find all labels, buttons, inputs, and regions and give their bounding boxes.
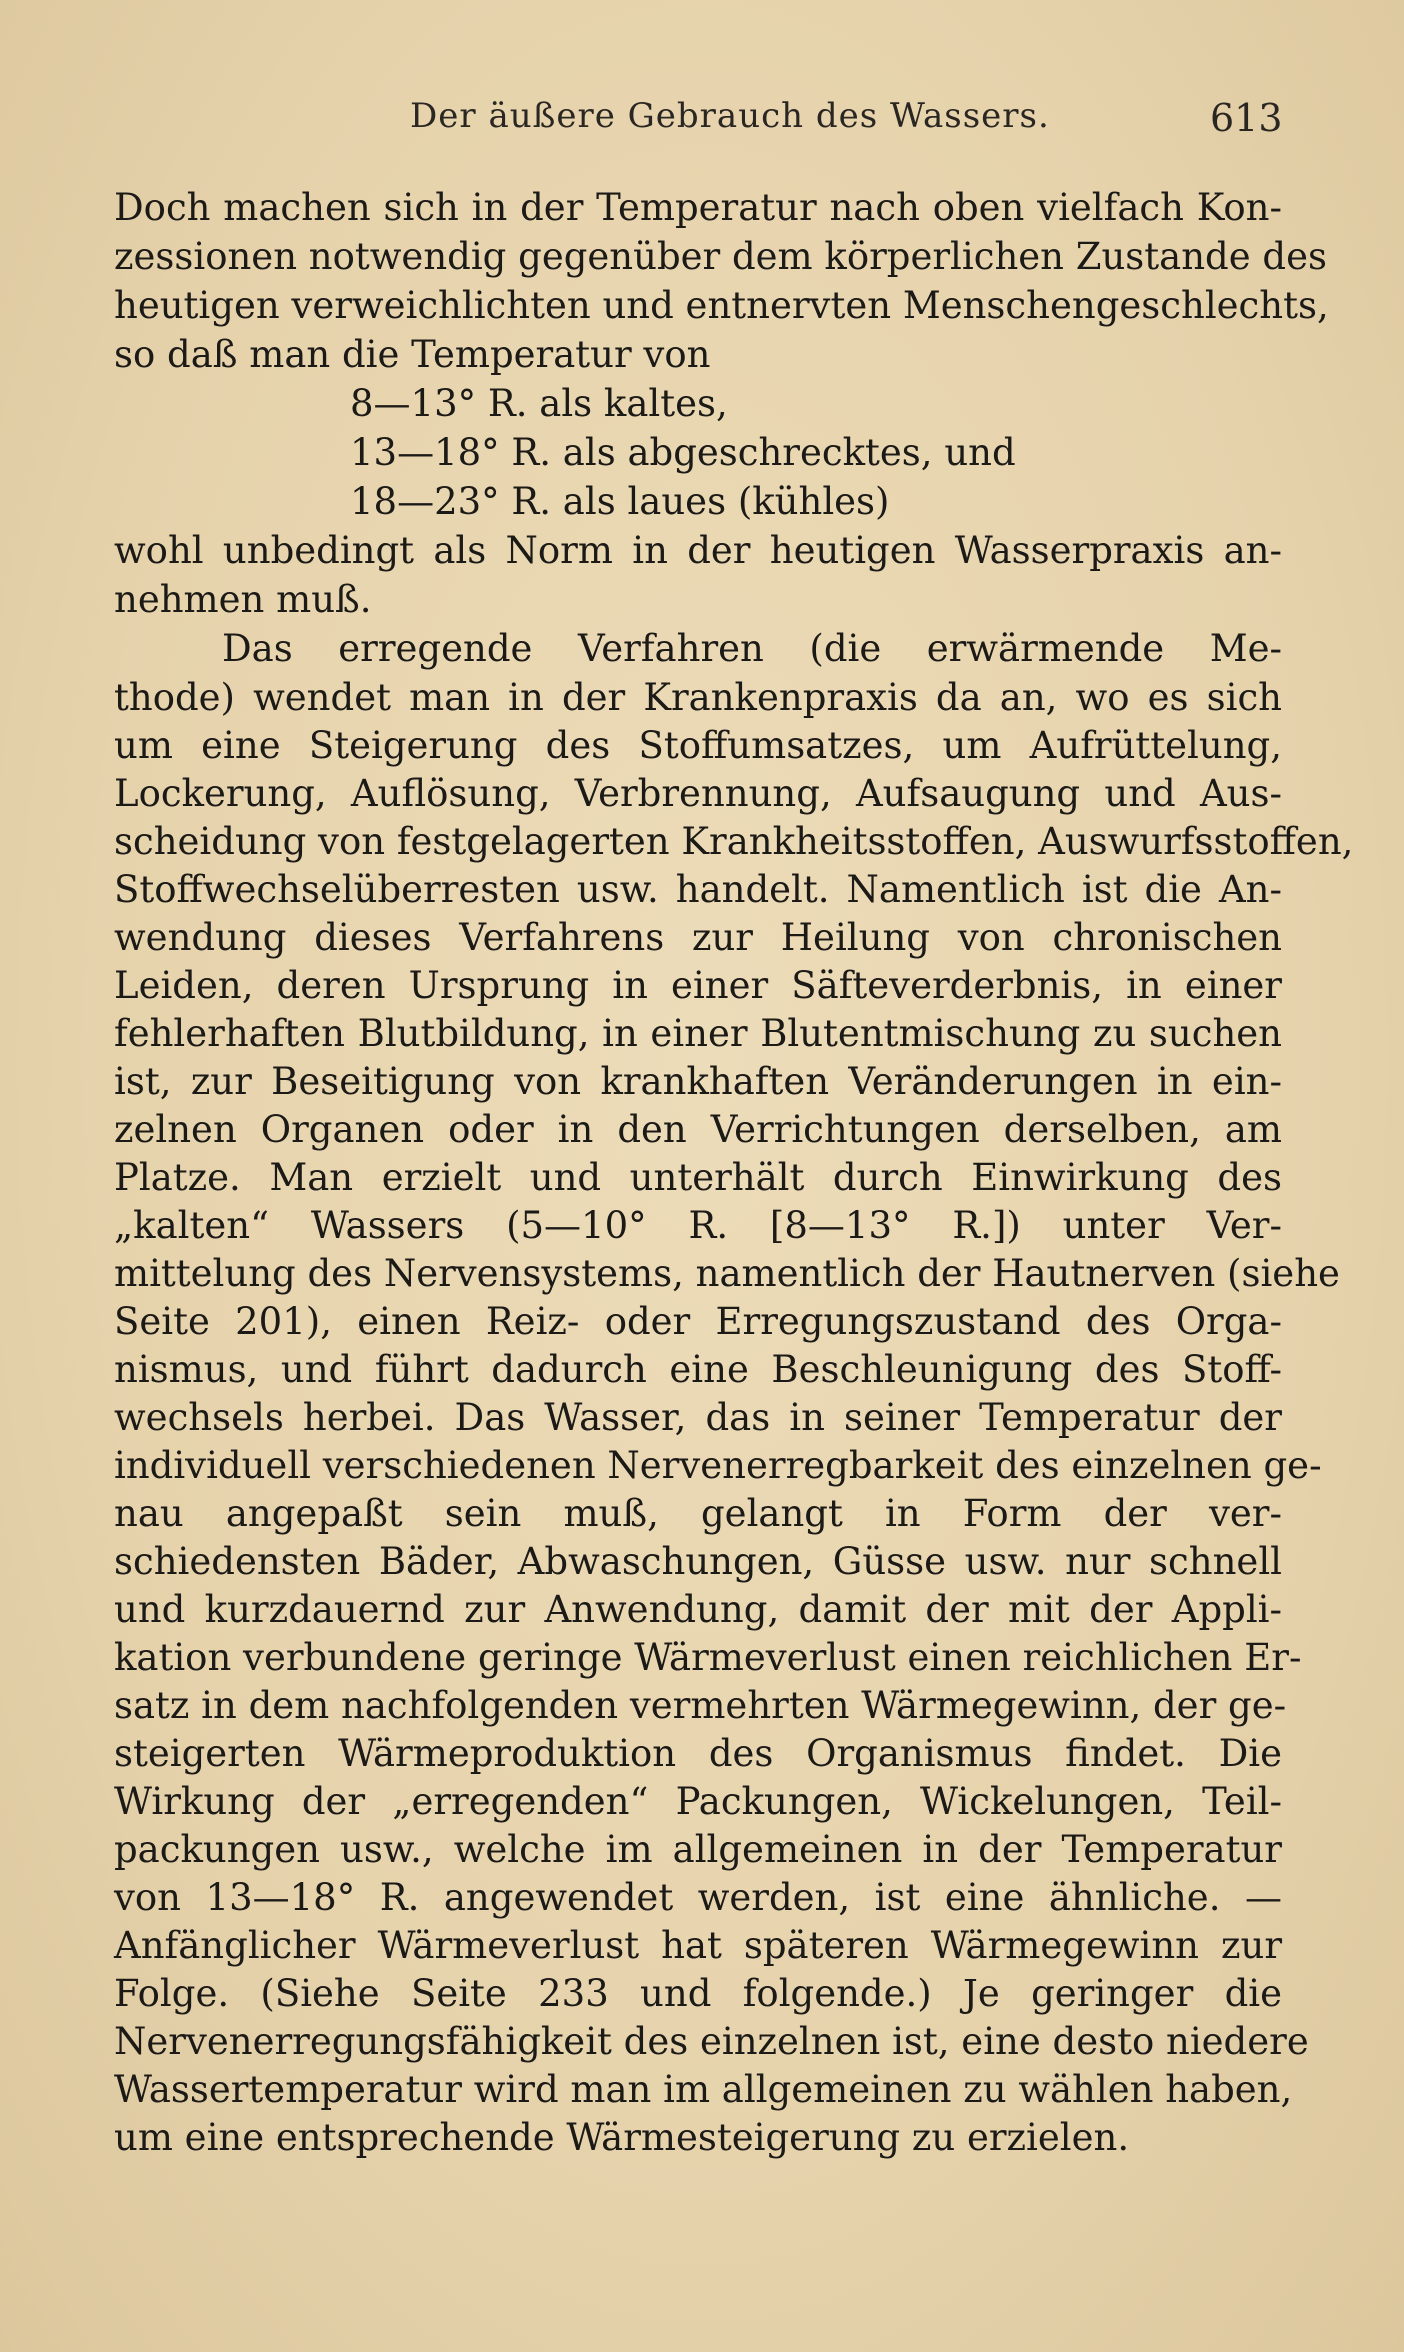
text-line: wendung dieses Verfahrens zur Heilung von chronischen bbox=[114, 916, 1282, 959]
temperature-line: 18—23° R. als laues (kühles) bbox=[350, 480, 890, 523]
text-line: heutigen verweichlichten und entnervten Menschengeschlechts, bbox=[114, 284, 1329, 327]
text-line: thode) wendet man in der Krankenpraxis da an, wo es sich bbox=[114, 676, 1282, 719]
text-line: ist, zur Beseitigung von krankhaften Veränderungen in ein- bbox=[114, 1060, 1282, 1103]
page-number: 613 bbox=[1210, 96, 1283, 140]
text-line: Wirkung der „erregenden“ Packungen, Wickelungen, Teil- bbox=[114, 1780, 1282, 1823]
text-line: nehmen muß. bbox=[114, 578, 372, 621]
text-line: Anfänglicher Wärmeverlust hat späteren Wärmegewinn zur bbox=[114, 1924, 1282, 1967]
text-line: packungen usw., welche im allgemeinen in der Temperatur bbox=[114, 1828, 1282, 1871]
text-line: Stoffwechselüberresten usw. handelt. Namentlich ist die An- bbox=[114, 868, 1282, 911]
text-line: Doch machen sich in der Temperatur nach oben vielfach Kon- bbox=[114, 186, 1282, 229]
text-line: „kalten“ Wassers (5—10° R. [8—13° R.]) unter Ver- bbox=[114, 1204, 1282, 1247]
text-line: um eine Steigerung des Stoffumsatzes, um Aufrüttelung, bbox=[114, 724, 1282, 767]
text-line: steigerten Wärmeproduktion des Organismus findet. Die bbox=[114, 1732, 1282, 1775]
text-line: um eine entsprechende Wärmesteigerung zu erzielen. bbox=[114, 2116, 1130, 2159]
text-line-spaced-lead: Das erregende Verfahren (die erwärmende Me- bbox=[222, 627, 1282, 670]
text-line: fehlerhaften Blutbildung, in einer Blutentmischung zu suchen bbox=[114, 1012, 1282, 1055]
text-line: Wassertemperatur wird man im allgemeinen zu wählen haben, bbox=[114, 2068, 1293, 2111]
temperature-line: 13—18° R. als abgeschrecktes, und bbox=[350, 431, 1016, 474]
text-line: mittelung des Nervensystems, namentlich der Hautnerven (siehe bbox=[114, 1252, 1340, 1295]
text-line: Folge. (Siehe Seite 233 und folgende.) Je geringer die bbox=[114, 1972, 1282, 2015]
text-line: Nervenerregungsfähigkeit des einzelnen ist, eine desto niedere bbox=[114, 2020, 1309, 2063]
text-line: wohl unbedingt als Norm in der heutigen Wasserpraxis an- bbox=[114, 529, 1282, 572]
text-line: zessionen notwendig gegenüber dem körperlichen Zustande des bbox=[114, 235, 1327, 278]
running-title: Der äußere Gebrauch des Wassers. bbox=[410, 96, 1050, 136]
text-line: satz in dem nachfolgenden vermehrten Wärmegewinn, der ge- bbox=[114, 1684, 1287, 1727]
text-line: schiedensten Bäder, Abwaschungen, Güsse usw. nur schnell bbox=[114, 1540, 1282, 1583]
text-line: individuell verschiedenen Nervenerregbarkeit des einzelnen ge- bbox=[114, 1444, 1322, 1487]
text-line: und kurzdauernd zur Anwendung, damit der mit der Appli- bbox=[114, 1588, 1282, 1631]
text-line: Lockerung, Auflösung, Verbrennung, Aufsaugung und Aus- bbox=[114, 772, 1282, 815]
text-line: nau angepaßt sein muß, gelangt in Form der ver- bbox=[114, 1492, 1282, 1535]
text-line: nismus, und führt dadurch eine Beschleunigung des Stoff- bbox=[114, 1348, 1282, 1391]
text-line: Platze. Man erzielt und unterhält durch Einwirkung des bbox=[114, 1156, 1282, 1199]
text-line: scheidung von festgelagerten Krankheitsstoffen, Auswurfsstoffen, bbox=[114, 820, 1354, 863]
text-line: so daß man die Temperatur von bbox=[114, 333, 711, 376]
text-line: kation verbundene geringe Wärmeverlust einen reichlichen Er- bbox=[114, 1636, 1302, 1679]
text-line: Seite 201), einen Reiz- oder Erregungszustand des Orga- bbox=[114, 1300, 1282, 1343]
text-line: zelnen Organen oder in den Verrichtungen derselben, am bbox=[114, 1108, 1282, 1151]
text-line: wechsels herbei. Das Wasser, das in seiner Temperatur der bbox=[114, 1396, 1282, 1439]
text-line: Leiden, deren Ursprung in einer Säfteverderbnis, in einer bbox=[114, 964, 1282, 1007]
text-line: von 13—18° R. angewendet werden, ist eine ähnliche. — bbox=[114, 1876, 1282, 1919]
temperature-line: 8—13° R. als kaltes, bbox=[350, 382, 728, 425]
